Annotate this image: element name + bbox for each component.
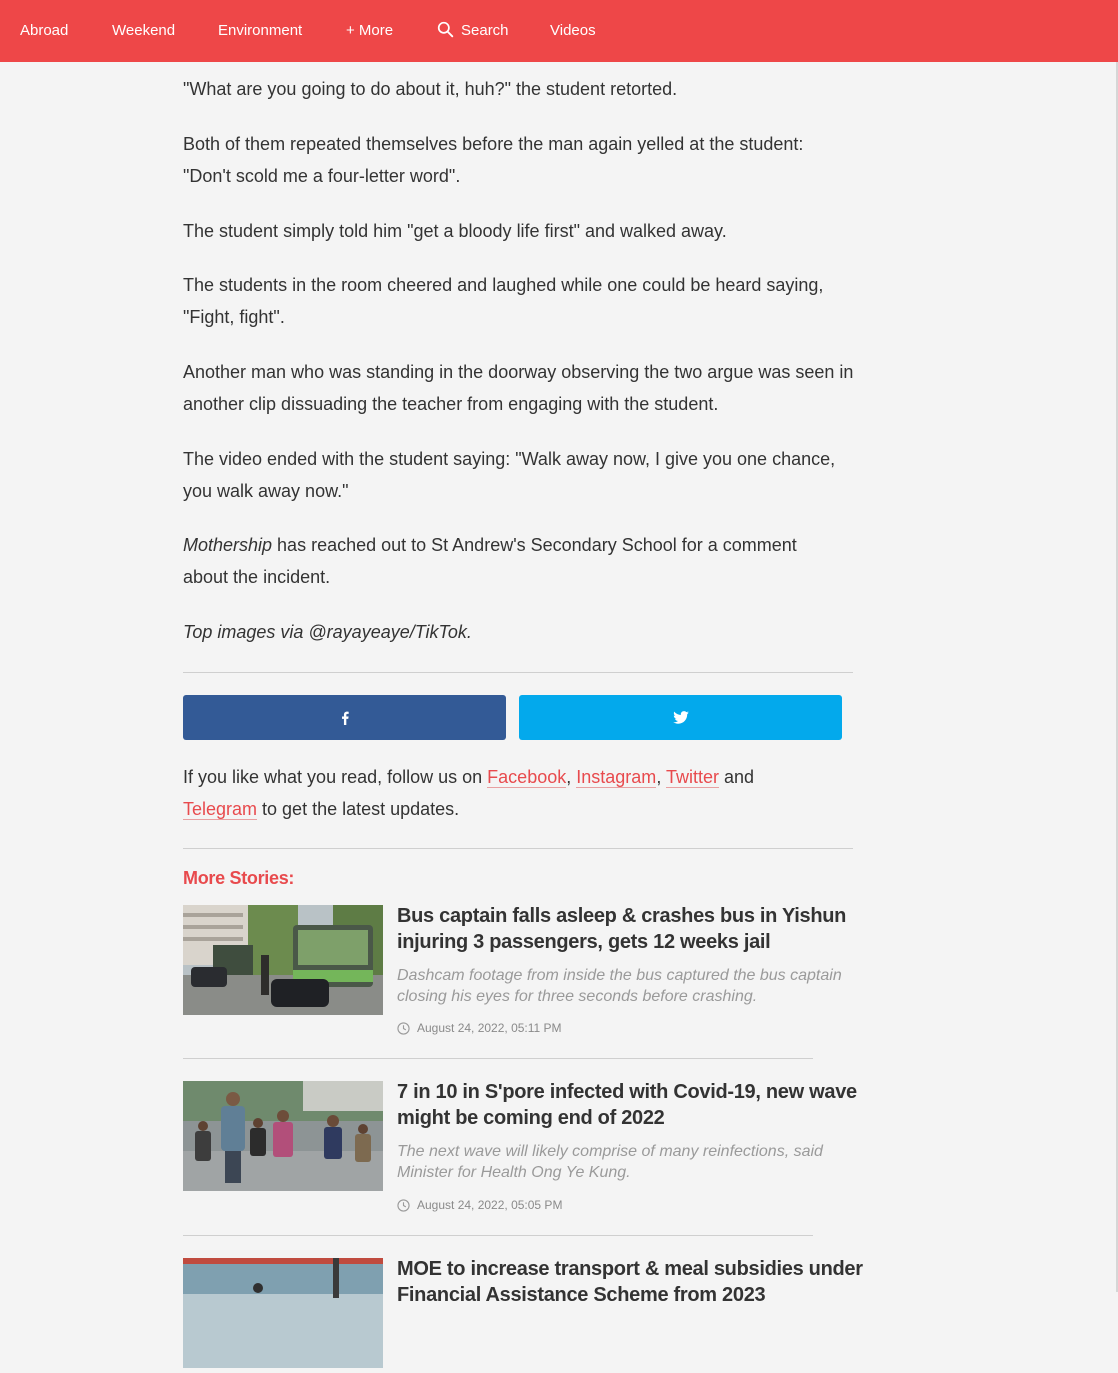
story-date: August 24, 2022, 05:11 PM [417, 1021, 562, 1035]
story-title[interactable]: MOE to increase transport & meal subsidies under Financial Assistance Scheme from 2023 [397, 1258, 863, 1306]
twitter-icon [673, 711, 689, 724]
telegram-link[interactable]: Telegram [183, 799, 258, 819]
article-paragraph-contact [183, 529, 843, 593]
story-description: Dashcam footage from inside the bus captured the bus captain closing his eyes for three seconds before crashing. [397, 967, 842, 1005]
story-item[interactable] [183, 1081, 863, 1231]
nav-search[interactable] [437, 0, 509, 62]
image-credit [183, 616, 855, 648]
story-thumbnail[interactable] [183, 1081, 383, 1191]
share-twitter-button[interactable] [519, 695, 842, 740]
clock-icon [397, 1199, 410, 1212]
contact-text: has reached out to St Andrew's Secondary School for a comment about the incident. [183, 535, 797, 587]
follow-suffix: to get the latest updates. [257, 799, 460, 819]
story-thumbnail[interactable] [183, 1258, 383, 1368]
image-credit-text: Top images via @rayayeaye/TikTok. [183, 622, 472, 642]
story-item[interactable] [183, 905, 863, 1055]
story-description: The next wave will likely comprise of many reinfections, said Minister for Health Ong Ye Kung. [397, 1143, 823, 1181]
instagram-link[interactable]: Instagram [576, 767, 657, 787]
article-paragraph: "What are you going to do about it, huh?" the student retorted. [183, 79, 678, 99]
search-icon [437, 21, 454, 38]
separator: , [566, 767, 572, 787]
twitter-link[interactable]: Twitter [666, 767, 720, 787]
article-paragraph: The student simply told him "get a bloody life first" and walked away. [183, 221, 727, 241]
story-meta [397, 1021, 562, 1035]
article-paragraph: Another man who was standing in the doorway observing the two argue was seen in another clip dissuading the teacher from engaging with the student. [183, 362, 854, 414]
follow-us-text [183, 761, 863, 825]
follow-prefix: If you like what you read, follow us on [183, 767, 488, 787]
search-label: Search [461, 22, 509, 39]
facebook-link[interactable]: Facebook [487, 767, 567, 787]
story-title[interactable]: Bus captain falls asleep & crashes bus in Yishun injuring 3 passengers, gets 12 weeks jail [397, 905, 847, 953]
publication-name: Mothership [183, 535, 273, 555]
story-divider [183, 1235, 813, 1236]
divider [183, 672, 853, 673]
facebook-icon [340, 711, 350, 725]
story-meta [397, 1198, 562, 1212]
more-stories-heading: More Stories: [183, 868, 295, 888]
divider [183, 848, 853, 849]
story-title[interactable]: 7 in 10 in S'pore infected with Covid-19, new wave might be coming end of 2022 [397, 1081, 857, 1129]
nav-item-videos[interactable]: Videos [550, 22, 596, 39]
nav-item-weekend[interactable]: Weekend [112, 22, 176, 39]
follow-and: and [719, 767, 755, 787]
nav-item-environment[interactable]: Environment [218, 22, 303, 39]
nav-item-more[interactable]: + More [346, 22, 394, 39]
story-thumbnail[interactable] [183, 905, 383, 1015]
top-nav [0, 0, 1118, 62]
article-paragraph: Both of them repeated themselves before the man again yelled at the student: "Don't scold me a four-letter word". [183, 134, 804, 186]
story-image-school [183, 1258, 383, 1368]
story-item[interactable] [183, 1258, 863, 1306]
story-date: August 24, 2022, 05:05 PM [417, 1198, 563, 1212]
share-facebook-button[interactable] [183, 695, 506, 740]
nav-item-abroad[interactable]: Abroad [20, 22, 69, 39]
story-image-crowd [183, 1081, 383, 1191]
story-image-bus-crash [183, 905, 383, 1015]
clock-icon [397, 1022, 410, 1035]
separator: , [656, 767, 662, 787]
article-paragraph: The video ended with the student saying: "Walk away now, I give you one chance, you walk away now." [183, 449, 836, 501]
story-divider [183, 1058, 813, 1059]
article-paragraph: The students in the room cheered and laughed while one could be heard saying, "Fight, fight". [183, 275, 824, 327]
